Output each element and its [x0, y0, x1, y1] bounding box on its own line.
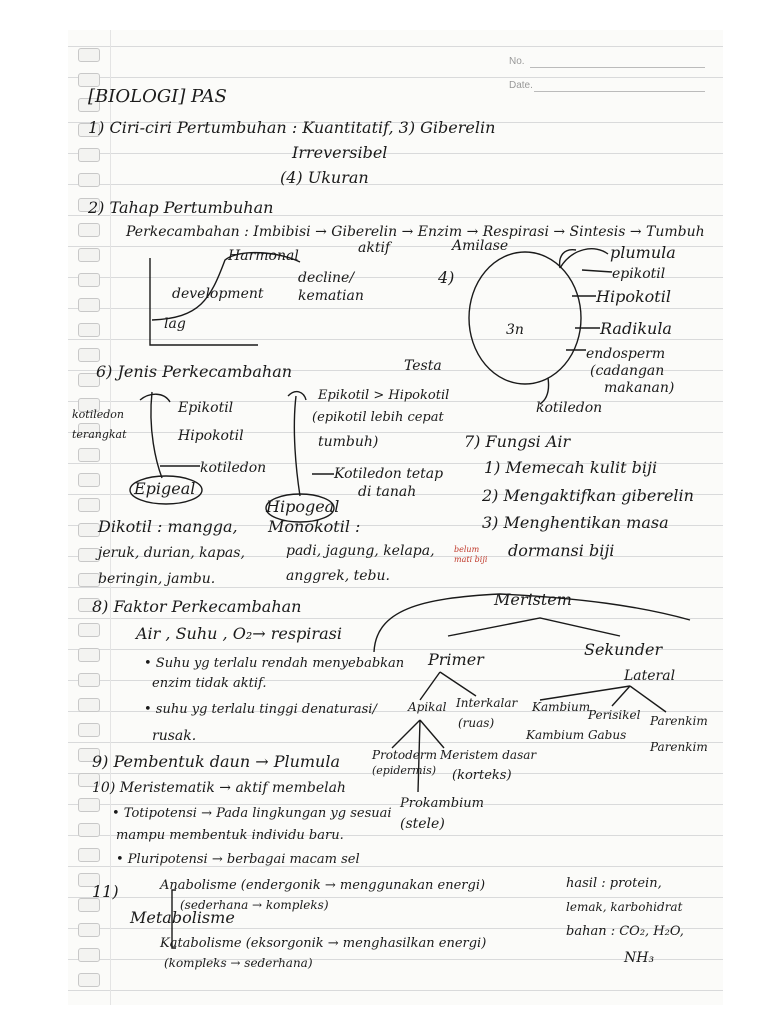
tree-kambium-gabus: Kambium Gabus	[526, 728, 627, 742]
graph-development: development	[172, 286, 264, 302]
s6-lebih1: (epikotil lebih cepat	[312, 410, 444, 425]
s6-hip-rule: Epikotil > Hipokotil	[318, 388, 450, 403]
binder-hole	[78, 298, 100, 312]
tree-kambium: Kambium	[532, 700, 591, 714]
binder-hole	[78, 923, 100, 937]
binder-hole	[78, 723, 100, 737]
ex-dikotil: Dikotil : mangga,	[98, 517, 238, 536]
binder-hole	[78, 948, 100, 962]
graph-harmonal: Harmonal	[228, 248, 299, 264]
s8-b2b: rusak.	[152, 728, 197, 744]
label-kotiledon-seed: kotiledon	[536, 400, 603, 416]
graph-decline: decline/	[298, 270, 355, 286]
binder-hole	[78, 973, 100, 987]
binder-hole	[78, 648, 100, 662]
binder-hole	[78, 473, 100, 487]
tree-parenkim: Parenkim	[650, 714, 708, 728]
s11-anabolisme: Anabolisme (endergonik → menggunakan energi)	[160, 878, 486, 893]
binder-hole	[78, 73, 100, 87]
tree-perisikel: Perisikel	[588, 708, 641, 722]
tree-meristem: Meristem	[494, 590, 572, 609]
page-title: [BIOLOGI] PAS	[88, 86, 227, 107]
binder-hole	[78, 323, 100, 337]
binder-hole	[78, 173, 100, 187]
binder-hole	[78, 623, 100, 637]
binder-hole	[78, 673, 100, 687]
s11-kata-sub: (kompleks → sederhana)	[164, 956, 313, 970]
binder-hole	[78, 498, 100, 512]
label-testa: Testa	[404, 358, 442, 374]
tree-parenkim2: Parenkim	[650, 740, 708, 754]
s8-b2a: • suhu yg terlalu tinggi denaturasi/	[144, 702, 377, 717]
s10-b1a: • Totipotensi → Pada lingkungan yg sesuai	[112, 806, 392, 821]
label-epikotil: epikotil	[612, 266, 666, 282]
s9-line: 9) Pembentuk daun → Plumula	[92, 752, 341, 771]
tree-prokambium: Prokambium	[400, 796, 484, 811]
label-3n: 3n	[506, 322, 524, 338]
no-label: No.	[509, 56, 525, 67]
tree-ruas: (ruas)	[458, 716, 495, 730]
s6-lebih2: tumbuh)	[318, 434, 379, 450]
binder-hole	[78, 573, 100, 587]
s7-item2: 2) Mengaktifkan giberelin	[482, 486, 694, 505]
label-hipokotil: Hipokotil	[596, 287, 671, 306]
tree-lateral: Lateral	[624, 668, 676, 684]
tree-interkalar: Interkalar	[456, 696, 518, 710]
s7-heading: 7) Fungsi Air	[464, 432, 571, 451]
s7-item1: 1) Memecah kulit biji	[484, 458, 658, 477]
tree-stele: (stele)	[400, 816, 445, 832]
s6-epikotil: Epikotil	[178, 400, 234, 416]
label-cadangan: (cadangan	[590, 363, 665, 379]
s6-hipokotil: Hipokotil	[178, 428, 244, 444]
s4-num: 4)	[438, 268, 455, 287]
tree-apikal: Apikal	[408, 700, 447, 714]
s6-kotiledon: kotiledon	[200, 460, 267, 476]
s2-sub-amilase: Amilase	[452, 238, 509, 254]
s10-b1b: mampu membentuk individu baru.	[116, 828, 344, 843]
s11-num: 11)	[92, 882, 119, 901]
s10-b2: • Pluripotensi → berbagai macam sel	[116, 852, 360, 867]
tree-primer: Primer	[428, 650, 484, 669]
s6-hipogeal: Hipogeal	[266, 497, 340, 516]
date-line	[534, 91, 705, 92]
s7-red-note2: mati biji	[454, 555, 488, 564]
graph-lag: lag	[164, 316, 186, 332]
ex-monokotil: Monokotil :	[268, 517, 361, 536]
s8-line: Air , Suhu , O₂→ respirasi	[136, 624, 342, 643]
tree-sekunder: Sekunder	[584, 640, 663, 659]
s6-terangkat: terangkat	[72, 428, 127, 441]
label-endosperm: endosperm	[586, 346, 666, 362]
s11-katabolisme: Katabolisme (eksorgonik → menghasilkan energi)	[160, 936, 487, 951]
ex-m2: padi, jagung, kelapa,	[286, 543, 435, 559]
s2-heading: 2) Tahap Pertumbuhan	[88, 198, 274, 217]
binder-hole	[78, 273, 100, 287]
binder-hole	[78, 848, 100, 862]
binder-hole	[78, 248, 100, 262]
s6-dalam1: Kotiledon tetap	[334, 466, 444, 482]
ex-m3: anggrek, tebu.	[286, 568, 390, 584]
s11-metabolisme: Metabolisme	[130, 908, 235, 927]
label-makanan: makanan)	[604, 380, 675, 396]
s6-dalam2: di tanah	[358, 484, 417, 500]
binder-hole	[78, 523, 100, 537]
s8-b1a: • Suhu yg terlalu rendah menyebabkan	[144, 656, 405, 671]
s10-line: 10) Meristematik → aktif membelah	[92, 780, 346, 796]
tree-meristem-dasar: Meristem dasar	[440, 748, 537, 762]
s11-ana-sub: (sederhana → kompleks)	[180, 898, 329, 912]
s11-hasil1: hasil : protein,	[566, 876, 662, 891]
graph-kematian: kematian	[298, 288, 364, 304]
date-label: Date.	[509, 80, 533, 91]
binder-hole	[78, 823, 100, 837]
tree-protoderm: Protoderm	[372, 748, 437, 762]
s11-nh3: NH₃	[624, 950, 655, 966]
binder-holes	[68, 30, 102, 1005]
binder-hole	[78, 548, 100, 562]
s11-hasil2: lemak, karbohidrat	[566, 900, 683, 914]
ex-d3: beringin, jambu.	[98, 571, 216, 587]
binder-hole	[78, 448, 100, 462]
s1-line3: (4) Ukuran	[280, 168, 369, 187]
s1-line1: 1) Ciri-ciri Pertumbuhan : Kuantitatif, 3) Giberelin	[88, 118, 496, 137]
s8-b1b: enzim tidak aktif.	[152, 676, 267, 691]
s6-epigeal: Epigeal	[134, 479, 196, 498]
binder-hole	[78, 348, 100, 362]
s2-line: Perkecambahan : Imbibisi → Giberelin → Enzim → Respirasi → Sintesis → Tumbuh	[126, 224, 705, 240]
binder-hole	[78, 148, 100, 162]
label-radikula: Radikula	[600, 319, 672, 338]
label-plumula: plumula	[610, 243, 676, 262]
tree-korteks: (korteks)	[452, 768, 512, 783]
s7-item3: 3) Menghentikan masa	[482, 513, 669, 532]
tree-epidermis: (epidermis)	[372, 764, 437, 777]
s7-red-note1: belum	[454, 545, 480, 554]
s11-bahan: bahan : CO₂, H₂O,	[566, 924, 684, 939]
s7-item3b: dormansi biji	[508, 541, 615, 560]
binder-hole	[78, 223, 100, 237]
ex-d2: jeruk, durian, kapas,	[98, 545, 245, 561]
s8-heading: 8) Faktor Perkecambahan	[92, 597, 302, 616]
binder-hole	[78, 48, 100, 62]
s6-kotiledon-left: kotiledon	[72, 408, 125, 421]
no-line	[530, 67, 705, 68]
binder-hole	[78, 698, 100, 712]
s2-sub-aktif: aktif	[358, 240, 391, 256]
s6-heading: 6) Jenis Perkecambahan	[96, 362, 293, 381]
binder-hole	[78, 798, 100, 812]
s1-line2: Irreversibel	[292, 143, 388, 162]
